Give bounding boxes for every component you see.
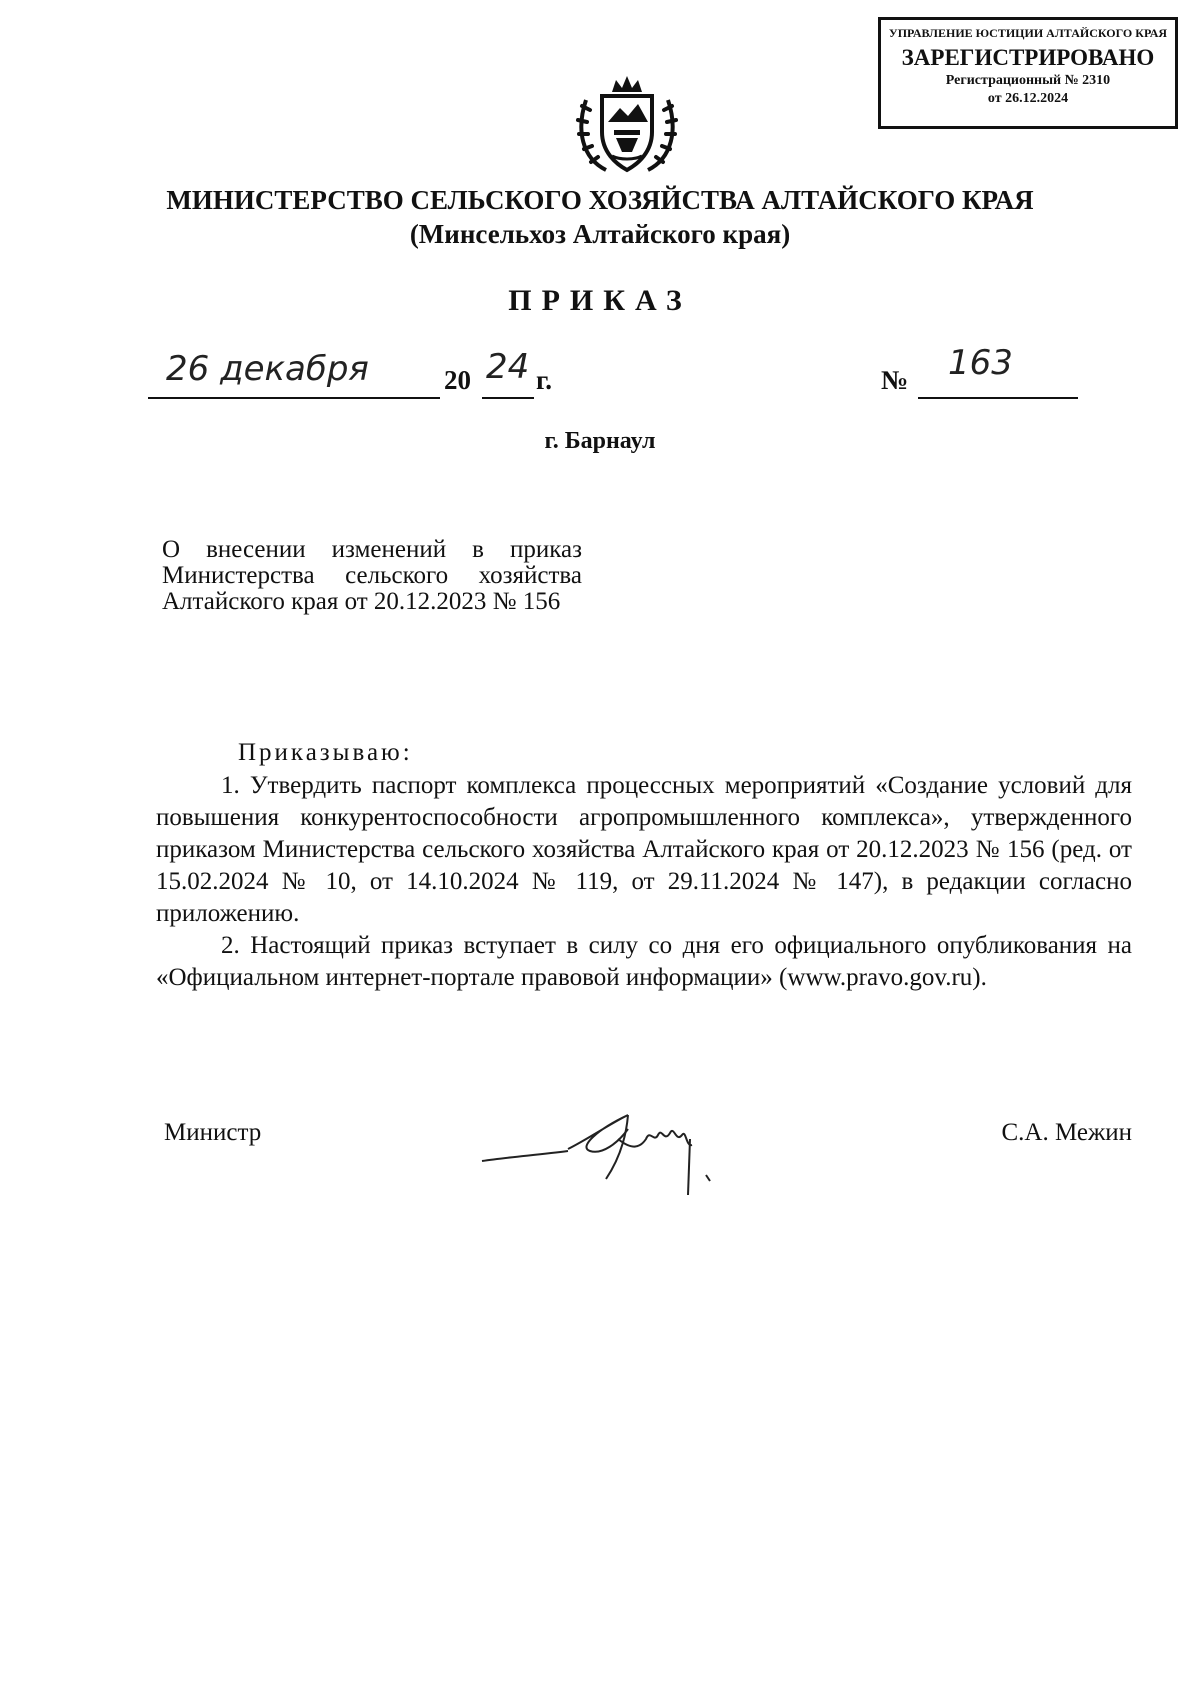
city: г. Барнаул xyxy=(544,428,656,454)
year-underline xyxy=(482,397,534,399)
date-number-line xyxy=(148,343,1078,403)
order-item-2: 2. Настоящий приказ вступает в силу со дня его официального опубликования на «Официальном интернет-портале правовой информации» (www.pravo.gov.ru). xyxy=(156,932,1132,991)
signature-block xyxy=(160,1119,1132,1229)
year-unit: г. xyxy=(536,365,552,395)
handwritten-signature xyxy=(478,1099,738,1209)
stamp-status: ЗАРЕГИСТРИРОВАНО xyxy=(901,45,1155,70)
ministry-name: МИНИСТЕРСТВО СЕЛЬСКОГО ХОЗЯЙСТВА АЛТАЙСКОГО КРАЯ xyxy=(166,185,1034,215)
handwritten-date: 26 декабря xyxy=(166,349,369,389)
stamp-reg-number: Регистрационный № 2310 xyxy=(945,73,1111,88)
order-item-1: 1. Утвердить паспорт комплекса процессных мероприятий «Создание условий для повышения конкурентоспособности агропромышленного комплекса», утвержденного приказом Министерства сельского хозяйства Алтайского края от 20.12.2023 № 156 (ред. от 15.02.2024 № 10, от 14.10.2024 № 119, от 29.11.2024 № 147), в редакции согласно приложению. xyxy=(156,772,1132,927)
order-subject: О внесении изменений в приказ Министерства сельского хозяйства Алтайского края от 20.12.2023 № 156 xyxy=(162,536,582,615)
registration-stamp xyxy=(878,17,1178,129)
document-type: ПРИКАЗ xyxy=(508,284,692,317)
order-body xyxy=(156,737,1132,994)
ministry-name-block xyxy=(0,183,1200,251)
date-underline xyxy=(148,397,440,399)
number-underline xyxy=(918,397,1078,399)
stamp-reg-date: от 26.12.2024 xyxy=(987,91,1069,106)
signer-title: Министр xyxy=(164,1119,262,1146)
decree-word: Приказываю: xyxy=(238,739,413,766)
year-prefix: 20 xyxy=(444,365,471,395)
handwritten-number: 163 xyxy=(948,343,1013,383)
coat-of-arms-icon xyxy=(568,70,686,182)
ministry-short-name: (Минсельхоз Алтайского края) xyxy=(409,219,791,249)
number-label: № xyxy=(881,365,909,395)
handwritten-year: 24 xyxy=(486,347,530,387)
stamp-department: УПРАВЛЕНИЕ ЮСТИЦИИ АЛТАЙСКОГО КРАЯ xyxy=(888,26,1168,40)
signer-name: С.А. Межин xyxy=(1001,1119,1132,1146)
